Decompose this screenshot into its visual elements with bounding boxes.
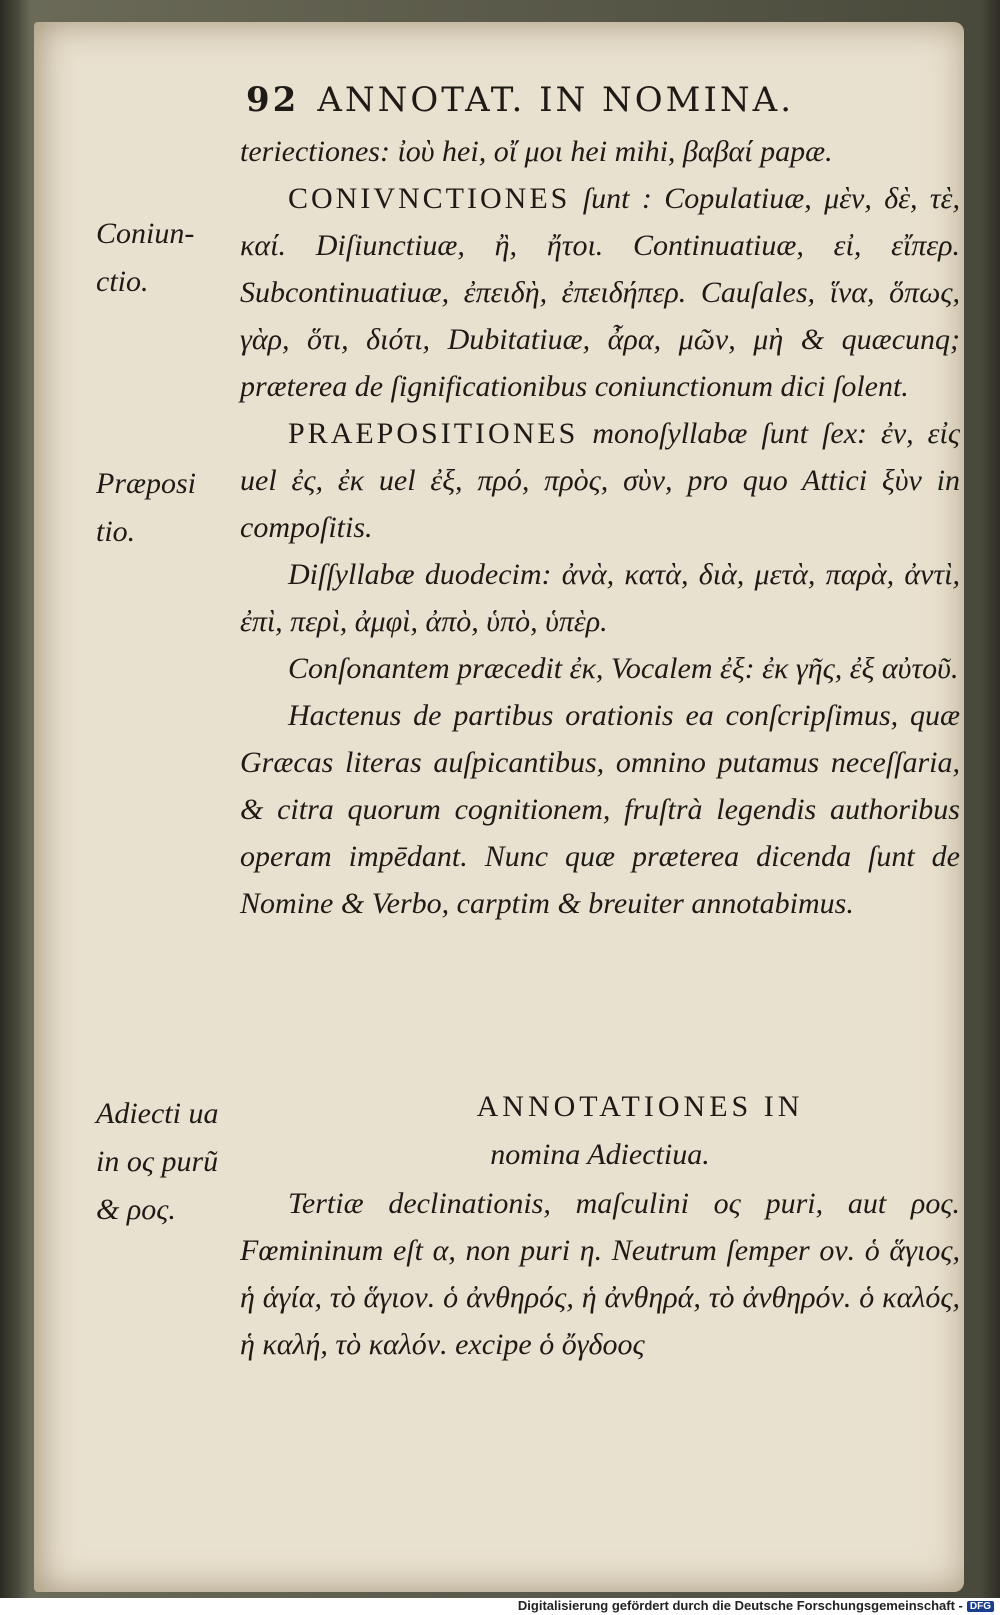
paragraph-tertiae: Tertiæ declinationis, maſculini ος puri, aut ρος. Fœmininum eſt α, non puri η. Neutrum ſemper ον. ὁ ἅγιος, ἡ ἁγία, τὸ ἅγιον. ὁ ἀνθηρός, ἡ ἀνθηρά, τὸ ἀνθηρόν. ὁ καλός, ἡ καλή, τὸ καλόν. excipe ὁ ὄγδοος bbox=[240, 1187, 960, 1361]
running-header bbox=[246, 80, 876, 120]
running-title: ANNOTAT. IN NOMINA. bbox=[317, 80, 795, 120]
paragraph-consonantem: Conſonantem præcedit ἐκ, Vocalem ἐξ: ἐκ γῆς, ἐξ αὐτοῦ. bbox=[288, 652, 959, 685]
paragraph-hactenus: Hactenus de partibus orationis ea conſcripſimus, quæ Græcas literas auſpicantibus, omnino putamus neceſſaria, & citra quorum cognitionem, fruſtrà legendis authoribus operam impēdant. Nunc quæ præterea dicenda ſunt de Nomine & Verbo, carptim & breuiter annotabimus. bbox=[240, 699, 960, 920]
dfg-logo-icon: DFG bbox=[967, 1601, 994, 1612]
section-heading bbox=[240, 1083, 960, 1179]
paragraph-dissyllabae: Diſſyllabæ duodecim: ἀνὰ, κατὰ, διὰ, μετὰ, παρὰ, ἀντὶ, ἐπὶ, περὶ, ἀμφὶ, ἀπὸ, ὑπὸ, ὑπὲρ. bbox=[240, 558, 960, 638]
praepositiones-lead: PRAEPOSITIONES bbox=[288, 417, 579, 450]
paragraph-praepositiones bbox=[240, 410, 960, 551]
margin-note-praepositio: Præposi tio. bbox=[96, 467, 197, 548]
section-heading-line-2: nomina Adiectiua. bbox=[490, 1138, 710, 1171]
coniunctiones-lead: CONIVNCTIONES bbox=[288, 182, 571, 215]
page-number: 92 bbox=[246, 80, 300, 120]
text-block-upper bbox=[240, 128, 960, 927]
coniunctiones-text: ſunt : Copulatiuæ, μὲν, δὲ, τὲ, καί. Diſiunctiuæ, ἢ, ἤτοι. Continuatiuæ, εἰ, εἴπερ. Subcontinuatiuæ, ἐπειδὴ, ἐπειδήπερ. Cauſales, ἵνα, ὅπως, γὰρ, ὅτι, διότι, Dubitatiuæ, ἆρα, μῶν, μὴ & quæcunq; præterea de ſignificationibus coniunctionum dici ſolent. bbox=[240, 182, 960, 403]
text-block-lower bbox=[240, 1180, 960, 1368]
praepositiones-text: monoſyllabæ ſunt ſex: ἐν, εἰς uel ἐς, ἐκ uel ἐξ, πρό, πρὸς, σὺν, pro quo Attici ξὺν in compoſitis. bbox=[240, 417, 960, 544]
digitization-credit bbox=[518, 1598, 994, 1613]
line-interiectiones: teriectiones: ἰοὺ hei, οἴ μοι hei mihi, βαβαί papæ. bbox=[240, 135, 833, 168]
section-heading-line-1: ANNOTATIONES IN bbox=[476, 1090, 804, 1123]
paragraph-coniunctiones bbox=[240, 175, 960, 410]
margin-note-coniunctio: Coniun- ctio. bbox=[96, 217, 195, 298]
credit-text: Digitalisierung gefördert durch die Deutsche Forschungsgemeinschaft - bbox=[517, 1598, 963, 1613]
margin-note-adiectiua: Adiecti ua in ος purũ & ρος. bbox=[96, 1097, 219, 1226]
